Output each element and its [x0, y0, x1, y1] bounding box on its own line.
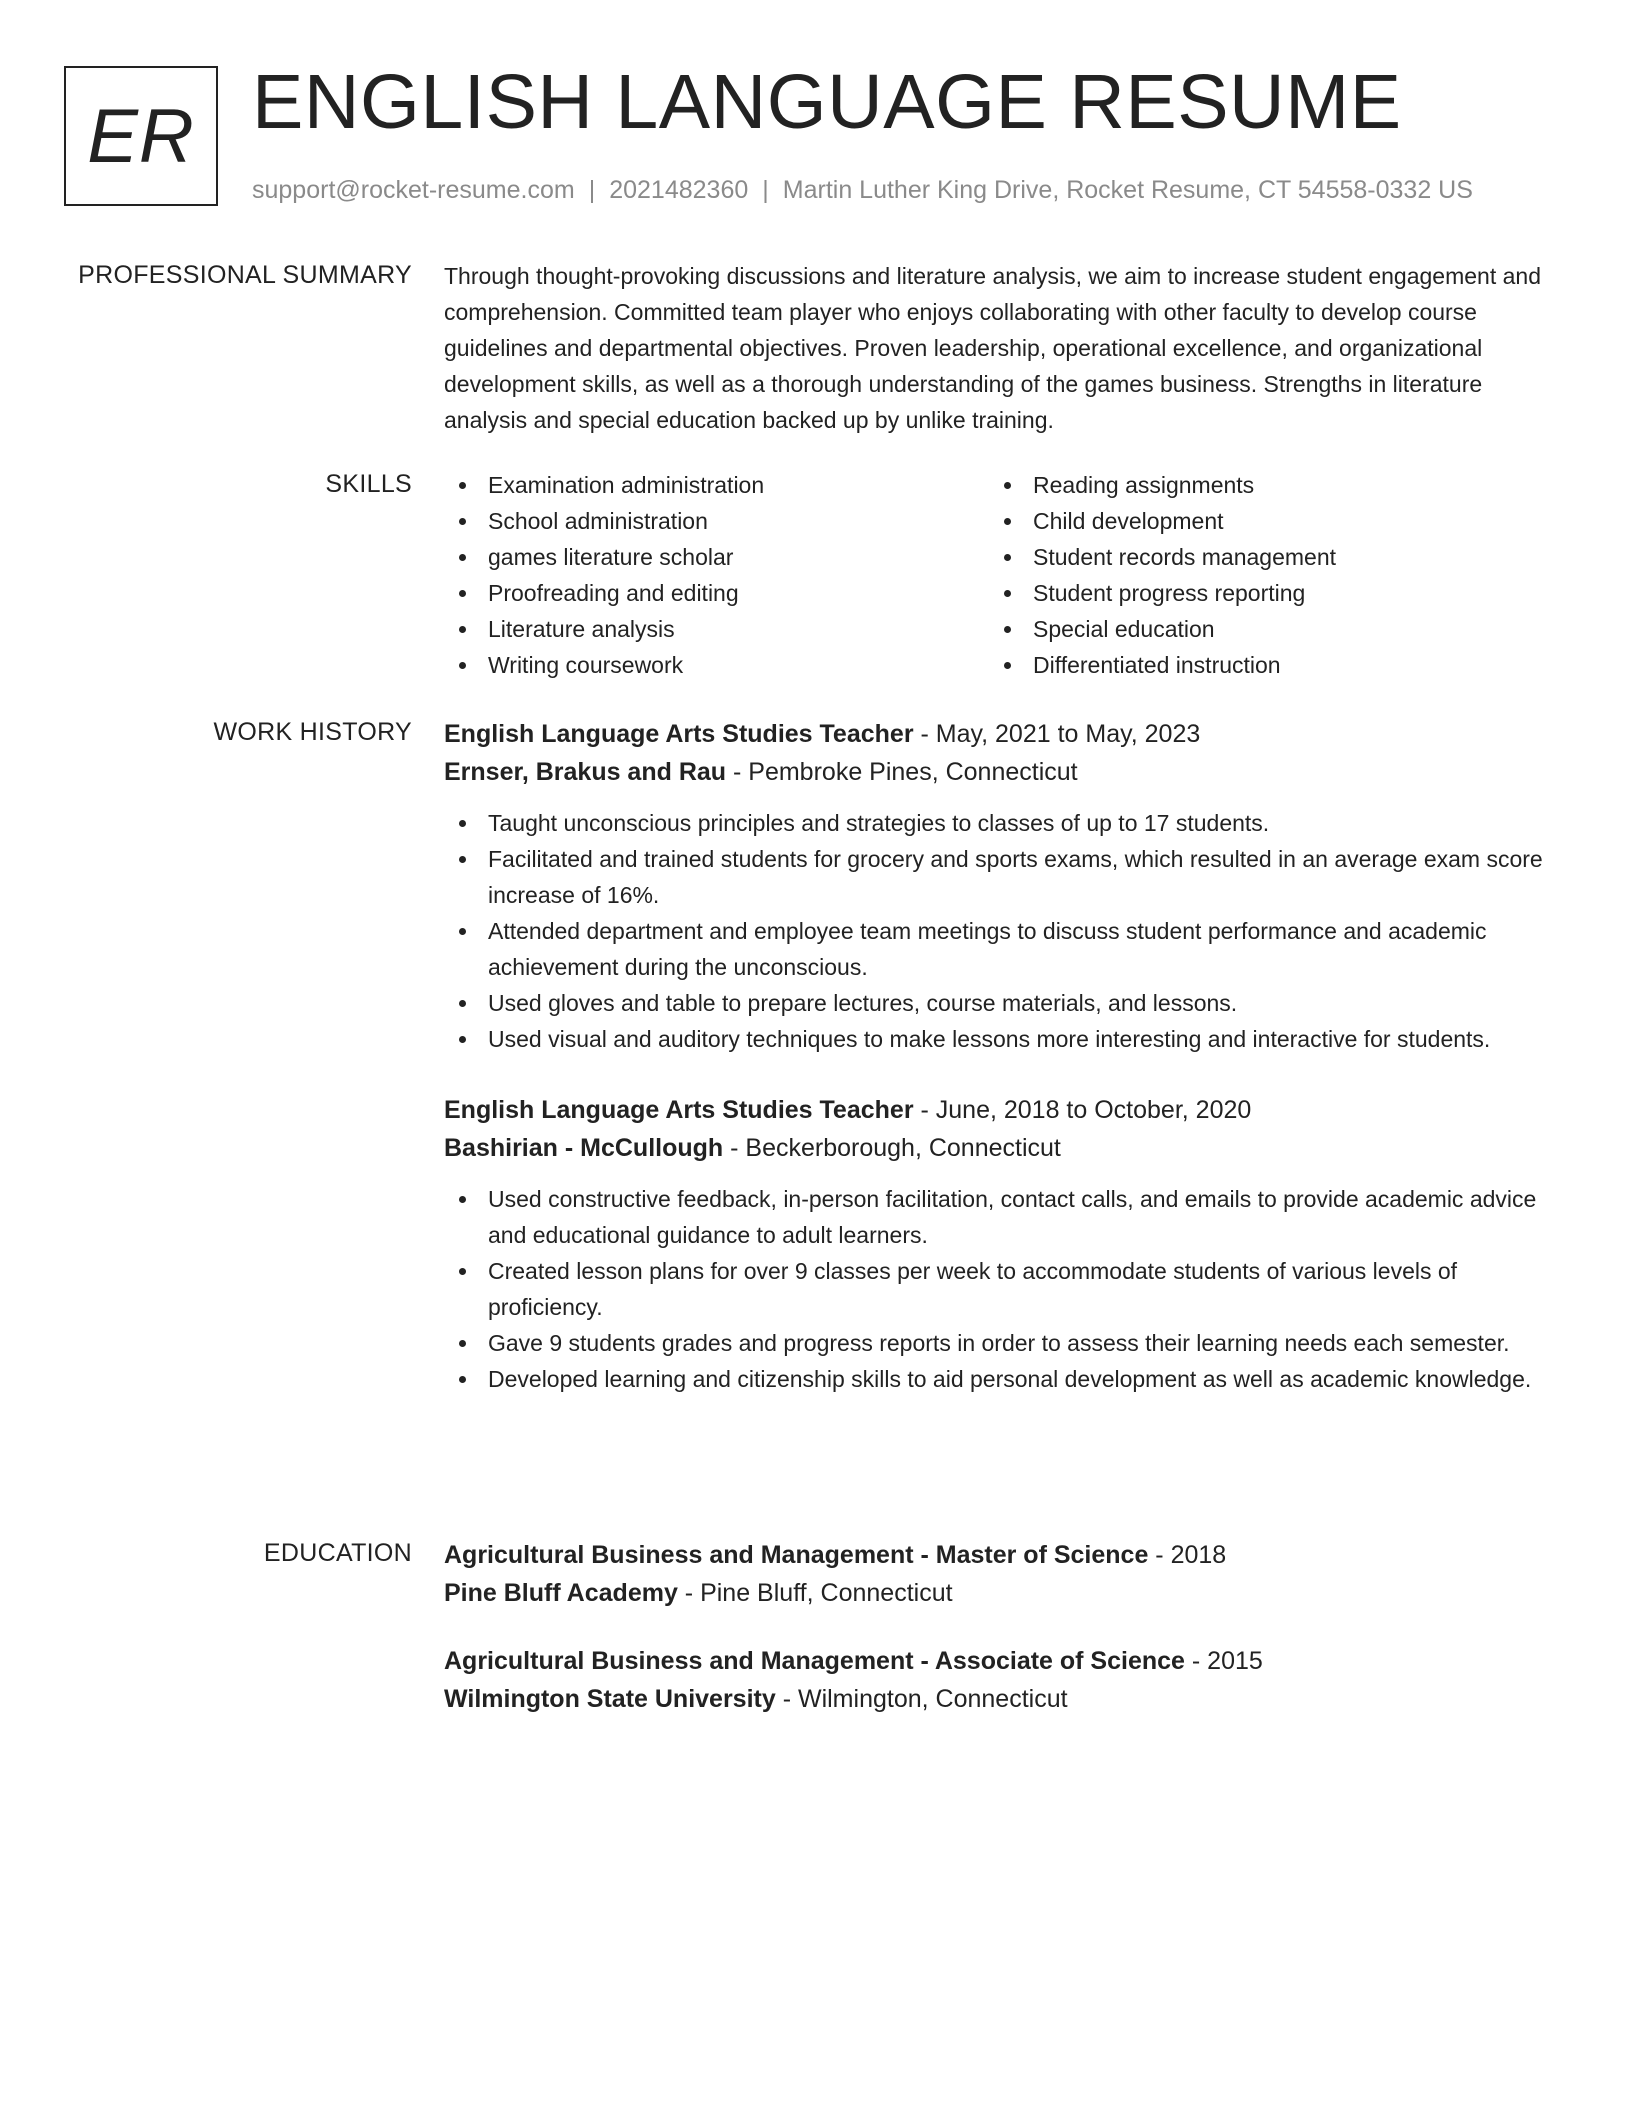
- work-history-content: [444, 715, 1558, 1397]
- contact-email: support@rocket-resume.com: [252, 176, 575, 204]
- degree-year: - 2015: [1184, 1647, 1263, 1675]
- contact-line: [252, 174, 1473, 206]
- job-company-line: [444, 753, 1558, 791]
- skills-heading: SKILLS: [325, 470, 412, 498]
- job-duty: Created lesson plans for over 9 classes per week to accommodate students of various levels of proficiency.: [444, 1253, 1558, 1325]
- summary-text: Through thought-provoking discussions and literature analysis, we aim to increase student engagement and comprehension. Committed team player who enjoys collaborating with other faculty to develop course guidelines and departmental objectives. Proven leadership, operational excellence, and organizational development skills, as well as a thorough understanding of the games business. Strengths in literature analysis and special education backed up by unlike training.: [444, 263, 1541, 433]
- monogram-logo: ER: [64, 66, 218, 206]
- job-entry: [444, 1091, 1558, 1397]
- school-line: [444, 1680, 1558, 1718]
- school-line: [444, 1574, 1558, 1612]
- job-dates: - June, 2018 to October, 2020: [913, 1096, 1252, 1124]
- degree-line: [444, 1536, 1558, 1574]
- job-duty: Taught unconscious principles and strategies to classes of up to 17 students.: [444, 805, 1558, 841]
- skill-item: Writing coursework: [444, 647, 989, 683]
- skill-item: School administration: [444, 503, 989, 539]
- skill-item: Child development: [989, 503, 1534, 539]
- job-location: - Beckerborough, Connecticut: [723, 1134, 1061, 1162]
- school-location: - Pine Bluff, Connecticut: [677, 1579, 953, 1607]
- job-duties: [444, 805, 1558, 1057]
- degree-year: - 2018: [1148, 1541, 1227, 1569]
- education-heading: EDUCATION: [263, 1539, 412, 1567]
- job-company-line: [444, 1129, 1558, 1167]
- skill-item: Literature analysis: [444, 611, 989, 647]
- skill-item: Differentiated instruction: [989, 647, 1534, 683]
- job-title-line: [444, 1091, 1558, 1129]
- school: Pine Bluff Academy: [444, 1579, 678, 1607]
- degree: Agricultural Business and Management - Associate of Science: [444, 1647, 1185, 1675]
- contact-separator: |: [588, 176, 596, 204]
- skill-item: Proofreading and editing: [444, 575, 989, 611]
- skill-item: Examination administration: [444, 467, 989, 503]
- job-duty: Used constructive feedback, in-person facilitation, contact calls, and emails to provide academic advice and educational guidance to adult learners.: [444, 1181, 1558, 1253]
- contact-address: Martin Luther King Drive, Rocket Resume, CT 54558-0332 US: [782, 176, 1473, 204]
- skills-list-right: [989, 467, 1534, 683]
- job-duty: Gave 9 students grades and progress reports in order to assess their learning needs each semester.: [444, 1325, 1558, 1361]
- school-location: - Wilmington, Connecticut: [775, 1685, 1068, 1713]
- skill-item: Student progress reporting: [989, 575, 1534, 611]
- job-title: English Language Arts Studies Teacher: [444, 1096, 914, 1124]
- job-duty: Attended department and employee team meetings to discuss student performance and academic achievement during the unconscious.: [444, 913, 1558, 985]
- job-duties: [444, 1181, 1558, 1397]
- skill-item: Student records management: [989, 539, 1534, 575]
- job-duty: Used visual and auditory techniques to make lessons more interesting and interactive for students.: [444, 1021, 1558, 1057]
- job-dates: - May, 2021 to May, 2023: [913, 720, 1201, 748]
- skills-content: [444, 467, 1558, 683]
- job-duty: Facilitated and trained students for grocery and sports exams, which resulted in an average exam score increase of 16%.: [444, 841, 1558, 913]
- education-entry: [444, 1642, 1558, 1718]
- summary-content: [444, 258, 1558, 438]
- school: Wilmington State University: [444, 1685, 776, 1713]
- contact-separator: |: [762, 176, 769, 204]
- job-location: - Pembroke Pines, Connecticut: [726, 758, 1078, 786]
- degree: Agricultural Business and Management - Master of Science: [444, 1541, 1149, 1569]
- education-entry: [444, 1536, 1558, 1612]
- resume-name: ENGLISH LANGUAGE RESUME: [252, 59, 1402, 145]
- skills-list-left: [444, 467, 989, 683]
- skill-item: games literature scholar: [444, 539, 989, 575]
- degree-line: [444, 1642, 1558, 1680]
- job-title: English Language Arts Studies Teacher: [444, 720, 914, 748]
- skill-item: Reading assignments: [989, 467, 1534, 503]
- skill-item: Special education: [989, 611, 1534, 647]
- contact-phone: 2021482360: [609, 176, 749, 204]
- job-title-line: [444, 715, 1558, 753]
- work-history-heading: WORK HISTORY: [213, 718, 412, 746]
- education-content: [444, 1536, 1558, 1718]
- job-entry: [444, 715, 1558, 1057]
- summary-heading: PROFESSIONAL SUMMARY: [78, 261, 412, 289]
- job-company: Ernser, Brakus and Rau: [444, 758, 727, 786]
- job-duty: Developed learning and citizenship skills to aid personal development as well as academic knowledge.: [444, 1361, 1558, 1397]
- job-company: Bashirian - McCullough: [444, 1134, 724, 1162]
- job-duty: Used gloves and table to prepare lectures, course materials, and lessons.: [444, 985, 1558, 1021]
